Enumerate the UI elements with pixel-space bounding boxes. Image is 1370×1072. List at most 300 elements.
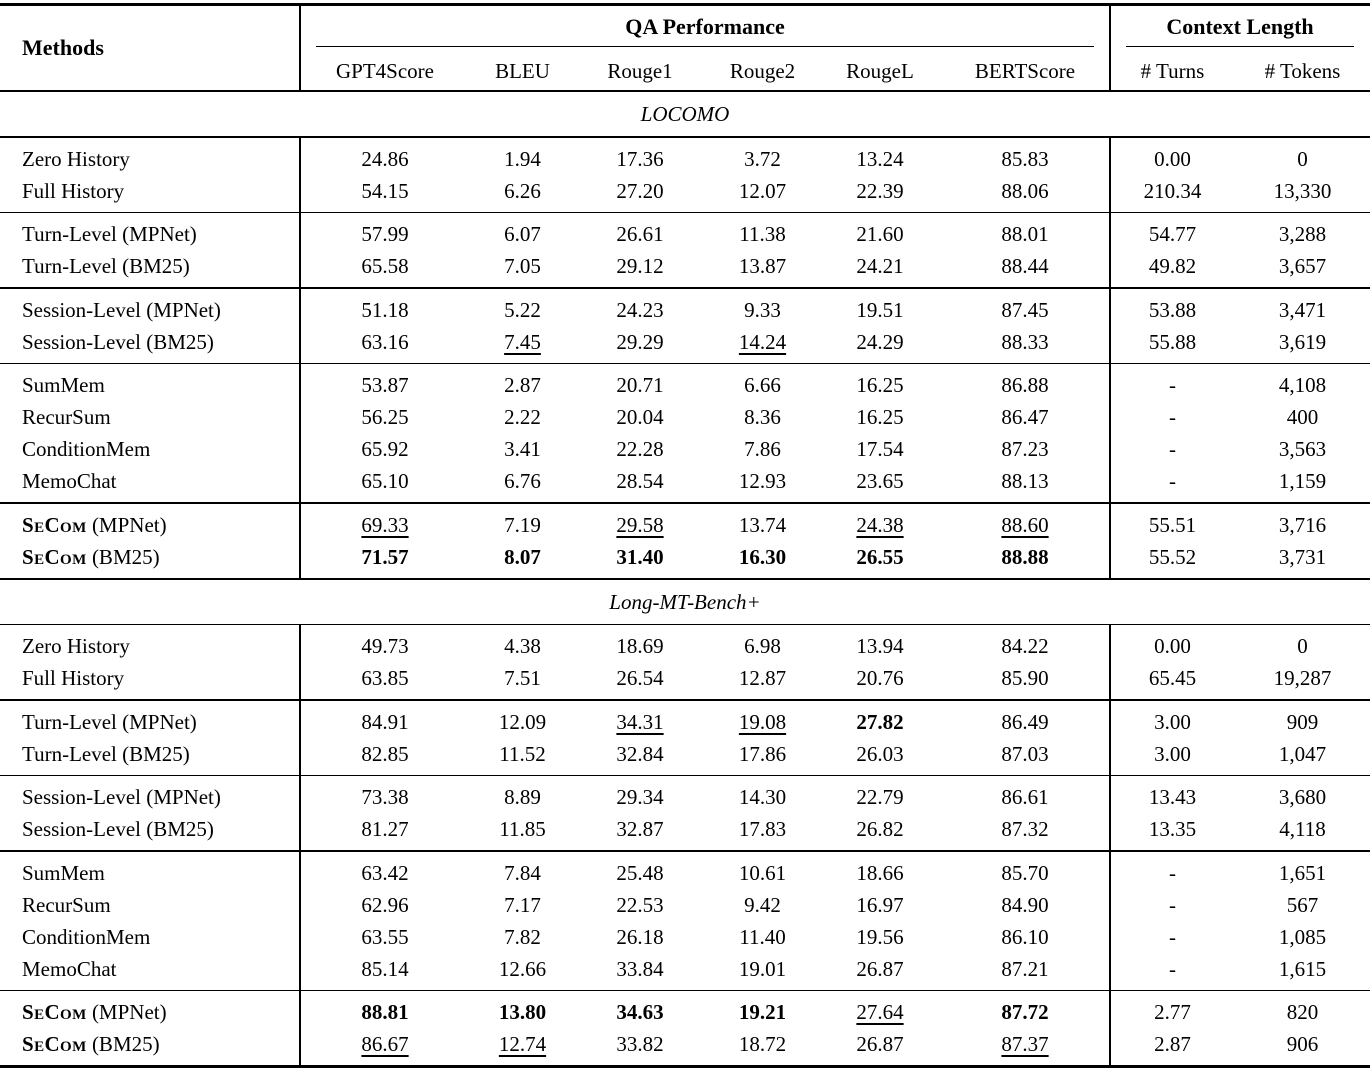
- value-cell: 3,731: [1278, 544, 1327, 569]
- value-cell: 2.87: [1154, 1032, 1191, 1056]
- value-cell: -: [1169, 860, 1176, 885]
- value-cell: 18.66: [856, 860, 904, 885]
- value-cell: 906: [1286, 1032, 1319, 1056]
- vertical-rule: [299, 776, 301, 850]
- value-cell: -: [1169, 437, 1176, 461]
- method-label: Full History: [22, 178, 125, 203]
- value-cell: 87.21: [1001, 956, 1049, 981]
- value-cell: 82.85: [361, 741, 409, 766]
- value-cell: 26.87: [856, 1032, 904, 1056]
- value-cell: 8.36: [744, 405, 781, 429]
- value-cell: [940, 996, 1110, 1028]
- method-label: ConditionMem: [22, 924, 151, 949]
- vertical-rule: [299, 364, 301, 502]
- method-variant: (BM25): [86, 1032, 160, 1056]
- table-row: [0, 294, 1370, 326]
- value-cell: 19.51: [856, 297, 904, 322]
- value-cell: 53.87: [361, 373, 409, 397]
- value-cell: 26.61: [616, 222, 664, 246]
- table-row: [0, 630, 1370, 662]
- value-cell: 13.35: [1148, 817, 1197, 841]
- value-cell: -: [1169, 956, 1176, 981]
- vertical-rule: [1109, 701, 1111, 775]
- bottom-rule: [0, 1065, 1370, 1068]
- value-cell: 909: [1286, 709, 1319, 734]
- method-label: SumMem: [22, 373, 105, 397]
- column-header-turns: # Turns: [1140, 59, 1205, 83]
- value-cell: 10.61: [738, 860, 787, 885]
- method-label: SumMem: [22, 860, 105, 885]
- value-cell: 24.21: [856, 254, 904, 278]
- value-cell: 87.23: [1001, 437, 1049, 461]
- value-cell: 3.00: [1154, 709, 1191, 734]
- second-best-value: 29.58: [616, 512, 664, 537]
- value-cell: 3,680: [1278, 785, 1327, 809]
- value-cell: 17.36: [616, 146, 664, 171]
- column-header-rougel: RougeL: [846, 59, 914, 83]
- value-cell: 3,619: [1278, 329, 1327, 354]
- value-cell: 13.87: [738, 254, 787, 278]
- best-value: 16.30: [738, 544, 787, 569]
- value-cell: 29.34: [616, 785, 664, 809]
- table-row: [0, 813, 1370, 845]
- table-row: [0, 889, 1370, 921]
- value-cell: 11.85: [499, 817, 546, 841]
- second-best-value: 24.38: [856, 512, 904, 537]
- vertical-rule: [1109, 364, 1111, 502]
- table-row: [0, 218, 1370, 250]
- value-cell: 87.32: [1001, 817, 1049, 841]
- value-cell: 12.87: [738, 666, 787, 690]
- value-cell: [300, 541, 470, 573]
- row-group: [0, 138, 1370, 212]
- value-cell: 24.23: [616, 297, 664, 322]
- value-cell: 12.66: [498, 956, 547, 981]
- value-cell: [820, 541, 940, 573]
- vertical-rule: [1109, 138, 1111, 212]
- value-cell: 18.69: [616, 634, 664, 658]
- value-cell: 7.84: [504, 860, 541, 885]
- value-cell: 11.52: [499, 741, 546, 766]
- value-cell: 16.25: [856, 405, 904, 429]
- value-cell: 12.07: [738, 178, 787, 203]
- method-label: Full History: [22, 666, 125, 690]
- value-cell: 7.17: [504, 892, 541, 917]
- row-group: [0, 504, 1370, 578]
- value-cell: 86.61: [1001, 785, 1049, 809]
- method-label: Turn-Level (BM25): [22, 254, 190, 278]
- value-cell: 2.22: [504, 405, 541, 429]
- best-value: 34.63: [616, 1000, 664, 1024]
- value-cell: 7.05: [504, 254, 541, 278]
- table-row: [0, 953, 1370, 985]
- row-group: [0, 364, 1370, 502]
- value-cell: 22.79: [856, 785, 904, 809]
- vertical-rule: [299, 991, 301, 1065]
- context-length-label: Context Length: [1166, 14, 1314, 39]
- value-cell: [470, 996, 575, 1028]
- value-cell: 54.15: [361, 178, 409, 203]
- value-cell: 1,085: [1278, 924, 1327, 949]
- column-header-tokens: # Tokens: [1264, 59, 1341, 83]
- value-cell: 14.30: [738, 785, 787, 809]
- value-cell: 0: [1297, 634, 1308, 658]
- value-cell: [470, 541, 575, 573]
- value-cell: 65.92: [361, 437, 409, 461]
- method-label: Turn-Level (MPNet): [22, 222, 197, 246]
- value-cell: 1,047: [1278, 741, 1327, 766]
- value-cell: 24.29: [856, 329, 904, 354]
- value-cell: 87.03: [1001, 741, 1049, 766]
- value-cell: 13.74: [738, 512, 787, 537]
- value-cell: 0.00: [1154, 146, 1191, 171]
- value-cell: 55.88: [1148, 329, 1197, 354]
- method-label: Zero History: [22, 634, 130, 658]
- method-variant: (MPNet): [86, 512, 167, 537]
- value-cell: 20.71: [616, 373, 664, 397]
- value-cell: 86.49: [1001, 709, 1049, 734]
- ctx-cmidrule: [1126, 46, 1354, 47]
- value-cell: 87.45: [1001, 297, 1049, 322]
- vertical-rule: [299, 701, 301, 775]
- value-cell: 20.04: [616, 405, 664, 429]
- value-cell: 88.01: [1001, 222, 1049, 246]
- value-cell: 3,657: [1278, 254, 1327, 278]
- value-cell: [705, 326, 820, 358]
- value-cell: 0.00: [1154, 634, 1191, 658]
- table-row: [0, 541, 1370, 573]
- table-row: [0, 143, 1370, 175]
- method-label: RecurSum: [22, 405, 111, 429]
- row-group: [0, 991, 1370, 1065]
- value-cell: 17.83: [738, 817, 787, 841]
- value-cell: 210.34: [1143, 178, 1202, 203]
- value-cell: 49.73: [361, 634, 409, 658]
- value-cell: 65.58: [361, 254, 409, 278]
- table-row: [0, 921, 1370, 953]
- value-cell: 19.56: [856, 924, 904, 949]
- method-label: [0, 1028, 300, 1060]
- value-cell: 2.87: [504, 373, 541, 397]
- method-variant: (MPNet): [86, 1000, 167, 1024]
- vertical-rule: [299, 504, 301, 578]
- value-cell: 11.40: [739, 924, 786, 949]
- value-cell: [940, 541, 1110, 573]
- best-value: 26.55: [856, 544, 904, 569]
- value-cell: -: [1169, 892, 1176, 917]
- value-cell: [705, 996, 820, 1028]
- value-cell: 21.60: [856, 222, 904, 246]
- value-cell: 28.54: [616, 469, 664, 493]
- value-cell: 85.14: [361, 956, 409, 981]
- second-best-value: 69.33: [361, 512, 409, 537]
- value-cell: 19,287: [1273, 666, 1332, 690]
- value-cell: 1,615: [1278, 956, 1327, 981]
- best-value: 13.80: [498, 1000, 547, 1024]
- value-cell: 3,471: [1278, 297, 1327, 322]
- qa-performance-label: QA Performance: [625, 14, 785, 39]
- value-cell: 13,330: [1273, 178, 1332, 203]
- method-name-smallcaps: SeCom: [22, 512, 87, 537]
- vertical-rule: [1109, 289, 1111, 363]
- value-cell: -: [1169, 924, 1176, 949]
- value-cell: 2.77: [1154, 1000, 1191, 1024]
- value-cell: 26.18: [616, 924, 664, 949]
- method-label: RecurSum: [22, 892, 111, 917]
- value-cell: [820, 996, 940, 1028]
- value-cell: 12.09: [498, 709, 547, 734]
- table-body: [0, 92, 1370, 1065]
- method-label: Zero History: [22, 146, 130, 171]
- column-header-gpt4score: GPT4Score: [336, 59, 434, 83]
- value-cell: 3.41: [504, 437, 541, 461]
- value-cell: 22.28: [616, 437, 664, 461]
- value-cell: 57.99: [361, 222, 409, 246]
- value-cell: 63.16: [361, 329, 409, 354]
- column-header-bleu: BLEU: [495, 59, 550, 83]
- best-value: 19.21: [738, 1000, 787, 1024]
- vertical-rule: [299, 289, 301, 363]
- best-value: 71.57: [361, 544, 409, 569]
- value-cell: 6.76: [504, 469, 541, 493]
- value-cell: 86.10: [1001, 924, 1049, 949]
- value-cell: 24.86: [361, 146, 409, 171]
- value-cell: 13.94: [856, 634, 904, 658]
- vertical-rule: [1109, 504, 1111, 578]
- value-cell: 73.38: [361, 785, 409, 809]
- best-value: 87.72: [1001, 1000, 1049, 1024]
- value-cell: 4.38: [504, 634, 541, 658]
- value-cell: 4,108: [1278, 373, 1327, 397]
- value-cell: 16.25: [856, 373, 904, 397]
- second-best-value: 7.45: [504, 329, 541, 354]
- value-cell: 29.12: [616, 254, 664, 278]
- value-cell: 8.89: [504, 785, 541, 809]
- value-cell: 56.25: [361, 405, 409, 429]
- section-title: LOCOMO: [640, 102, 730, 126]
- value-cell: 11.38: [739, 222, 786, 246]
- best-value: 88.88: [1001, 544, 1049, 569]
- method-label: [0, 509, 300, 541]
- value-cell: 81.27: [361, 817, 409, 841]
- value-cell: 20.76: [856, 666, 904, 690]
- value-cell: [470, 326, 575, 358]
- value-cell: 51.18: [361, 297, 409, 322]
- value-cell: [300, 1028, 470, 1060]
- vertical-rule: [299, 6, 301, 90]
- value-cell: 3.00: [1154, 741, 1191, 766]
- value-cell: 88.13: [1001, 469, 1049, 493]
- vertical-rule: [1109, 625, 1111, 699]
- value-cell: 9.42: [744, 892, 781, 917]
- method-name-smallcaps: SeCom: [22, 1032, 87, 1056]
- value-cell: 13.24: [856, 146, 904, 171]
- table-row: [0, 1028, 1370, 1060]
- value-cell: 17.54: [856, 437, 904, 461]
- table-row: [0, 175, 1370, 207]
- second-best-value: 87.37: [1001, 1032, 1049, 1056]
- value-cell: 85.90: [1001, 666, 1049, 690]
- row-group: [0, 701, 1370, 775]
- value-cell: [820, 706, 940, 738]
- method-label: Turn-Level (BM25): [22, 741, 190, 766]
- column-header-rouge1: Rouge1: [607, 59, 673, 83]
- table-row: [0, 509, 1370, 541]
- value-cell: 84.22: [1001, 634, 1049, 658]
- methods-column-header: Methods: [22, 35, 104, 60]
- column-header-rouge2: Rouge2: [729, 59, 796, 83]
- method-label: MemoChat: [22, 956, 117, 981]
- value-cell: [820, 509, 940, 541]
- value-cell: 26.54: [616, 666, 664, 690]
- qa-performance-group-header: [300, 6, 1110, 52]
- value-cell: 22.39: [856, 178, 904, 203]
- method-label: [0, 996, 300, 1028]
- best-value: 88.81: [361, 1000, 409, 1024]
- table-row: [0, 781, 1370, 813]
- table-row: [0, 738, 1370, 770]
- value-cell: -: [1169, 469, 1176, 493]
- value-cell: 27.20: [616, 178, 664, 203]
- value-cell: [575, 509, 705, 541]
- row-group: [0, 289, 1370, 363]
- value-cell: 1,651: [1278, 860, 1327, 885]
- second-best-value: 88.60: [1001, 512, 1049, 537]
- value-cell: 3,716: [1278, 512, 1327, 537]
- vertical-rule: [1109, 213, 1111, 287]
- value-cell: [300, 996, 470, 1028]
- value-cell: [940, 509, 1110, 541]
- vertical-rule: [1109, 776, 1111, 850]
- vertical-rule: [1109, 852, 1111, 990]
- method-label: Session-Level (BM25): [22, 329, 214, 354]
- best-value: 31.40: [616, 544, 664, 569]
- value-cell: 65.45: [1148, 666, 1197, 690]
- value-cell: 86.88: [1001, 373, 1049, 397]
- value-cell: 33.84: [616, 956, 664, 981]
- best-value: 8.07: [504, 544, 541, 569]
- table-row: [0, 706, 1370, 738]
- value-cell: 3,563: [1278, 437, 1327, 461]
- context-length-group-header: [1110, 6, 1370, 52]
- method-label: MemoChat: [22, 469, 117, 493]
- method-label: Session-Level (MPNet): [22, 785, 221, 809]
- value-cell: 88.44: [1001, 254, 1049, 278]
- value-cell: 84.91: [361, 709, 409, 734]
- second-best-value: 14.24: [738, 329, 787, 354]
- value-cell: 22.53: [616, 892, 664, 917]
- table-row: [0, 996, 1370, 1028]
- column-header-bertscore: BERTScore: [974, 59, 1076, 83]
- value-cell: 54.77: [1148, 222, 1197, 246]
- value-cell: 7.19: [504, 512, 541, 537]
- value-cell: 63.42: [361, 860, 409, 885]
- value-cell: 62.96: [361, 892, 409, 917]
- value-cell: 6.26: [504, 178, 541, 203]
- table-row: [0, 433, 1370, 465]
- value-cell: [470, 1028, 575, 1060]
- second-best-value: 34.31: [616, 709, 664, 734]
- value-cell: 63.85: [361, 666, 409, 690]
- value-cell: [705, 541, 820, 573]
- second-best-value: 86.67: [361, 1032, 409, 1056]
- value-cell: 7.51: [504, 666, 541, 690]
- value-cell: 88.33: [1001, 329, 1049, 354]
- value-cell: 6.07: [504, 222, 541, 246]
- value-cell: 63.55: [361, 924, 409, 949]
- value-cell: 1,159: [1278, 469, 1327, 493]
- method-variant: (BM25): [86, 544, 160, 569]
- value-cell: -: [1169, 373, 1176, 397]
- vertical-rule: [299, 213, 301, 287]
- method-label: Turn-Level (MPNet): [22, 709, 197, 734]
- method-name-smallcaps: SeCom: [22, 544, 87, 569]
- value-cell: 32.87: [616, 817, 664, 841]
- value-cell: 53.88: [1148, 297, 1197, 322]
- value-cell: [705, 706, 820, 738]
- value-cell: 3,288: [1278, 222, 1327, 246]
- vertical-rule: [299, 138, 301, 212]
- value-cell: 49.82: [1148, 254, 1197, 278]
- value-cell: 820: [1286, 1000, 1319, 1024]
- section-title: Long-MT-Bench+: [609, 589, 761, 614]
- value-cell: 5.22: [504, 297, 541, 322]
- table-row: [0, 250, 1370, 282]
- value-cell: 6.98: [744, 634, 781, 658]
- value-cell: 0: [1297, 146, 1308, 171]
- row-group: [0, 776, 1370, 850]
- value-cell: -: [1169, 405, 1176, 429]
- second-best-value: 27.64: [856, 1000, 904, 1024]
- table-row: [0, 465, 1370, 497]
- value-cell: 16.97: [856, 892, 904, 917]
- best-value: 27.82: [856, 709, 904, 734]
- value-cell: [575, 706, 705, 738]
- value-cell: 17.86: [738, 741, 787, 766]
- value-cell: 23.65: [856, 469, 904, 493]
- value-cell: 6.66: [744, 373, 781, 397]
- row-group: [0, 625, 1370, 699]
- second-best-value: 12.74: [498, 1032, 547, 1056]
- value-cell: 567: [1286, 892, 1319, 917]
- value-cell: 19.01: [738, 956, 787, 981]
- method-label: ConditionMem: [22, 437, 151, 461]
- row-group: [0, 852, 1370, 990]
- value-cell: 55.52: [1148, 544, 1197, 569]
- value-cell: 65.10: [361, 469, 409, 493]
- table-row: [0, 857, 1370, 889]
- value-cell: 25.48: [616, 860, 664, 885]
- value-cell: 55.51: [1148, 512, 1197, 537]
- value-cell: 18.72: [738, 1032, 787, 1056]
- method-name-smallcaps: SeCom: [22, 1000, 87, 1024]
- value-cell: 85.83: [1001, 146, 1049, 171]
- value-cell: 85.70: [1001, 860, 1049, 885]
- table-row: [0, 326, 1370, 358]
- method-label: Session-Level (BM25): [22, 817, 214, 841]
- value-cell: [940, 1028, 1110, 1060]
- value-cell: [575, 541, 705, 573]
- value-cell: 3.72: [744, 146, 781, 171]
- table-row: [0, 369, 1370, 401]
- value-cell: 29.29: [616, 329, 664, 354]
- value-cell: 13.43: [1148, 785, 1197, 809]
- value-cell: 26.87: [856, 956, 904, 981]
- vertical-rule: [299, 625, 301, 699]
- value-cell: 7.82: [504, 924, 541, 949]
- value-cell: 400: [1286, 405, 1319, 429]
- value-cell: 88.06: [1001, 178, 1049, 203]
